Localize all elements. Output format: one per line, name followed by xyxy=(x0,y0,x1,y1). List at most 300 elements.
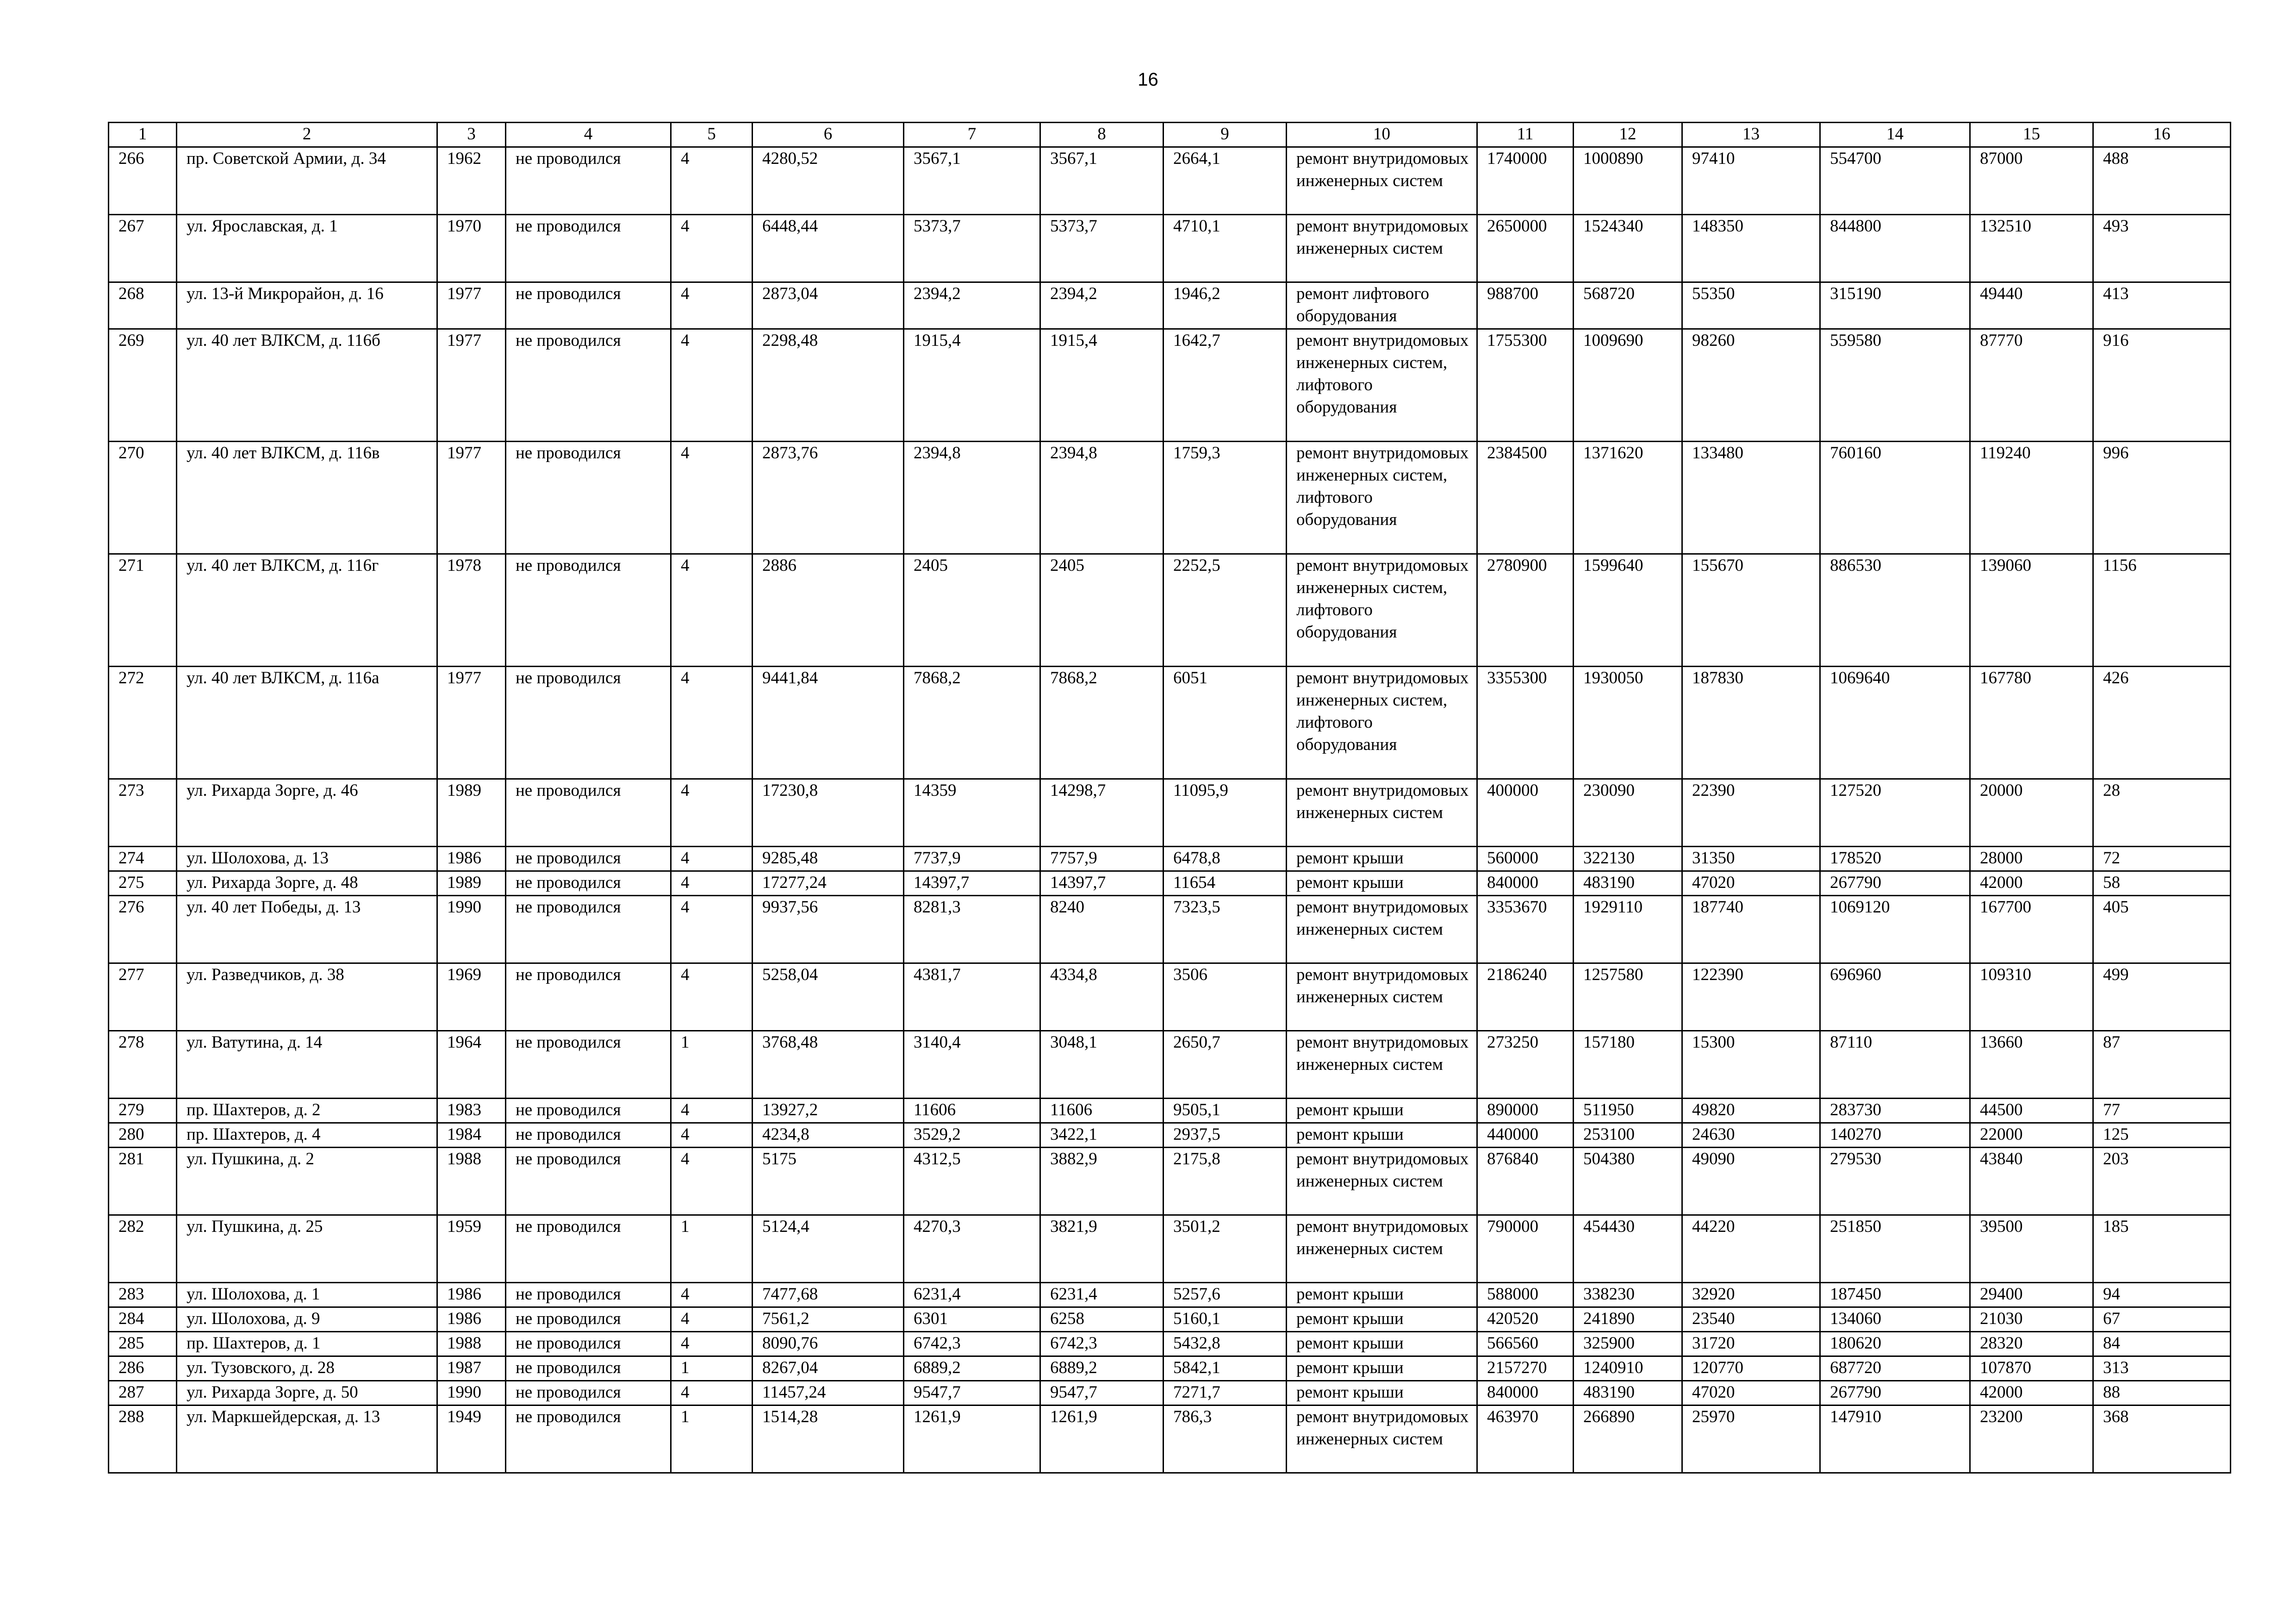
table-cell: 3882,9 xyxy=(1040,1148,1164,1215)
table-row xyxy=(109,1332,2231,1356)
table-cell: 1990 xyxy=(437,1381,506,1405)
table-cell: не проводился xyxy=(506,1283,671,1307)
table-cell: 1990 xyxy=(437,896,506,963)
table-cell: 49440 xyxy=(1970,282,2093,329)
table-cell: 32920 xyxy=(1682,1283,1820,1307)
table-cell: ул. 13-й Микрорайон, д. 16 xyxy=(177,282,437,329)
table-cell: 288 xyxy=(109,1405,177,1473)
table-cell: 4 xyxy=(671,442,753,554)
table-cell: 4 xyxy=(671,554,753,667)
table-cell: 273 xyxy=(109,779,177,847)
table-cell: 4 xyxy=(671,896,753,963)
table-cell: ул. Шолохова, д. 9 xyxy=(177,1307,437,1332)
table-cell: 1 xyxy=(671,1215,753,1283)
table-cell: 157180 xyxy=(1574,1031,1682,1099)
table-cell: ул. 40 лет Победы, д. 13 xyxy=(177,896,437,963)
table-cell: 511950 xyxy=(1574,1099,1682,1123)
table-cell: ул. Разведчиков, д. 38 xyxy=(177,963,437,1031)
table-cell: 4334,8 xyxy=(1040,963,1164,1031)
table-cell: 84 xyxy=(2093,1332,2231,1356)
table-cell: 1986 xyxy=(437,1283,506,1307)
table-cell: 22390 xyxy=(1682,779,1820,847)
table-cell: 9441,84 xyxy=(753,667,904,779)
table-cell: 14397,7 xyxy=(1040,871,1164,896)
table-cell: 1514,28 xyxy=(753,1405,904,1473)
table-cell: 87770 xyxy=(1970,329,2093,442)
table-cell: не проводился xyxy=(506,1123,671,1148)
table-body xyxy=(109,147,2231,1473)
table-cell: 97410 xyxy=(1682,147,1820,215)
table-cell: 42000 xyxy=(1970,1381,2093,1405)
table-cell: 1642,7 xyxy=(1164,329,1287,442)
table-cell: 4312,5 xyxy=(904,1148,1040,1215)
table-cell: 11654 xyxy=(1164,871,1287,896)
table-cell: 4 xyxy=(671,871,753,896)
table-cell: 42000 xyxy=(1970,871,2093,896)
table-cell: 55350 xyxy=(1682,282,1820,329)
table-cell: 886530 xyxy=(1820,554,1970,667)
table-cell: 790000 xyxy=(1477,1215,1574,1283)
table-cell: 266890 xyxy=(1574,1405,1682,1473)
table-cell: 23540 xyxy=(1682,1307,1820,1332)
table-cell: 996 xyxy=(2093,442,2231,554)
table-cell: 180620 xyxy=(1820,1332,1970,1356)
table-cell: 568720 xyxy=(1574,282,1682,329)
table-cell: 87000 xyxy=(1970,147,2093,215)
table-cell: 3501,2 xyxy=(1164,1215,1287,1283)
table-cell: 281 xyxy=(109,1148,177,1215)
table-cell: 4 xyxy=(671,1332,753,1356)
table-cell: 3567,1 xyxy=(1040,147,1164,215)
table-cell: 493 xyxy=(2093,215,2231,282)
table-cell: 4 xyxy=(671,1307,753,1332)
table-cell: 44500 xyxy=(1970,1099,2093,1123)
table-cell: 7868,2 xyxy=(1040,667,1164,779)
table-row xyxy=(109,1283,2231,1307)
table-cell: 274 xyxy=(109,847,177,871)
table-cell: 4 xyxy=(671,1283,753,1307)
table-cell: 4 xyxy=(671,1099,753,1123)
table-cell: 2650000 xyxy=(1477,215,1574,282)
table-cell: 98260 xyxy=(1682,329,1820,442)
table-cell: ремонт внутридомовых инженерных систем, лифтового оборудования xyxy=(1287,329,1477,442)
table-cell: 282 xyxy=(109,1215,177,1283)
table-cell: не проводился xyxy=(506,1356,671,1381)
table-cell: 313 xyxy=(2093,1356,2231,1381)
table-cell: 3422,1 xyxy=(1040,1123,1164,1148)
table-cell: 6301 xyxy=(904,1307,1040,1332)
table-cell: не проводился xyxy=(506,1381,671,1405)
table-cell: 127520 xyxy=(1820,779,1970,847)
table-row xyxy=(109,1356,2231,1381)
table-cell: 2186240 xyxy=(1477,963,1574,1031)
table-cell: 5124,4 xyxy=(753,1215,904,1283)
column-header: 6 xyxy=(753,123,904,147)
table-cell: 504380 xyxy=(1574,1148,1682,1215)
table-cell: не проводился xyxy=(506,963,671,1031)
table-cell: 277 xyxy=(109,963,177,1031)
table-cell: 271 xyxy=(109,554,177,667)
table-cell: 251850 xyxy=(1820,1215,1970,1283)
table-cell: 1261,9 xyxy=(904,1405,1040,1473)
column-header: 1 xyxy=(109,123,177,147)
table-cell: 88 xyxy=(2093,1381,2231,1405)
table-cell: 49820 xyxy=(1682,1099,1820,1123)
table-cell: 7561,2 xyxy=(753,1307,904,1332)
table-cell: 7271,7 xyxy=(1164,1381,1287,1405)
table-cell: ул. Тузовского, д. 28 xyxy=(177,1356,437,1381)
table-cell: 25970 xyxy=(1682,1405,1820,1473)
table-cell: 844800 xyxy=(1820,215,1970,282)
table-cell: не проводился xyxy=(506,871,671,896)
table-cell: 5432,8 xyxy=(1164,1332,1287,1356)
header-row xyxy=(109,123,2231,147)
table-cell: 4381,7 xyxy=(904,963,1040,1031)
table-cell: 338230 xyxy=(1574,1283,1682,1307)
table-cell: 44220 xyxy=(1682,1215,1820,1283)
table-cell: 426 xyxy=(2093,667,2231,779)
table-cell: 4270,3 xyxy=(904,1215,1040,1283)
table-cell: 5175 xyxy=(753,1148,904,1215)
table-cell: 4 xyxy=(671,329,753,442)
table-cell: 1069120 xyxy=(1820,896,1970,963)
table-row xyxy=(109,329,2231,442)
table-cell: 1009690 xyxy=(1574,329,1682,442)
table-cell: 890000 xyxy=(1477,1099,1574,1123)
table-cell: 14397,7 xyxy=(904,871,1040,896)
table-cell: 140270 xyxy=(1820,1123,1970,1148)
table-cell: 4 xyxy=(671,847,753,871)
table-cell: пр. Шахтеров, д. 1 xyxy=(177,1332,437,1356)
table-cell: 1524340 xyxy=(1574,215,1682,282)
table-cell: 9937,56 xyxy=(753,896,904,963)
table-cell: 554700 xyxy=(1820,147,1970,215)
table-cell: ул. Рихарда Зорге, д. 46 xyxy=(177,779,437,847)
table-cell: ремонт крыши xyxy=(1287,847,1477,871)
table-cell: 1988 xyxy=(437,1332,506,1356)
table-cell: 147910 xyxy=(1820,1405,1970,1473)
table-cell: ремонт внутридомовых инженерных систем, лифтового оборудования xyxy=(1287,667,1477,779)
table-cell: 1240910 xyxy=(1574,1356,1682,1381)
table-cell: 267790 xyxy=(1820,871,1970,896)
table-cell: 6448,44 xyxy=(753,215,904,282)
table-cell: не проводился xyxy=(506,1215,671,1283)
table-row xyxy=(109,1215,2231,1283)
table-row xyxy=(109,1099,2231,1123)
table-cell: 87 xyxy=(2093,1031,2231,1099)
table-cell: не проводился xyxy=(506,847,671,871)
table-cell: 4234,8 xyxy=(753,1123,904,1148)
column-header: 10 xyxy=(1287,123,1477,147)
table-cell: 1371620 xyxy=(1574,442,1682,554)
table-cell: 488 xyxy=(2093,147,2231,215)
table-cell: 9285,48 xyxy=(753,847,904,871)
table-cell: 3140,4 xyxy=(904,1031,1040,1099)
table-cell: 125 xyxy=(2093,1123,2231,1148)
table-cell: не проводился xyxy=(506,779,671,847)
table-row xyxy=(109,1307,2231,1332)
table-cell: 7868,2 xyxy=(904,667,1040,779)
table-cell: 230090 xyxy=(1574,779,1682,847)
table-cell: 588000 xyxy=(1477,1283,1574,1307)
table-cell: 1755300 xyxy=(1477,329,1574,442)
column-header: 4 xyxy=(506,123,671,147)
table-cell: 28 xyxy=(2093,779,2231,847)
table-cell: 4 xyxy=(671,215,753,282)
column-header: 5 xyxy=(671,123,753,147)
table-cell: 1069640 xyxy=(1820,667,1970,779)
table-cell: 270 xyxy=(109,442,177,554)
table-cell: ул. Маркшейдерская, д. 13 xyxy=(177,1405,437,1473)
table-cell: ул. 40 лет ВЛКСМ, д. 116б xyxy=(177,329,437,442)
table-cell: 3821,9 xyxy=(1040,1215,1164,1283)
table-cell: 687720 xyxy=(1820,1356,1970,1381)
table-cell: 148350 xyxy=(1682,215,1820,282)
table-cell: 253100 xyxy=(1574,1123,1682,1148)
table-cell: 4 xyxy=(671,1123,753,1148)
table-cell: 39500 xyxy=(1970,1215,2093,1283)
table-cell: 47020 xyxy=(1682,1381,1820,1405)
table-cell: 283730 xyxy=(1820,1099,1970,1123)
table-cell: 1959 xyxy=(437,1215,506,1283)
table-cell: 58 xyxy=(2093,871,2231,896)
table-cell: 405 xyxy=(2093,896,2231,963)
table-cell: 20000 xyxy=(1970,779,2093,847)
table-cell: 5258,04 xyxy=(753,963,904,1031)
table-cell: 119240 xyxy=(1970,442,2093,554)
table-cell: 786,3 xyxy=(1164,1405,1287,1473)
table-cell: 1977 xyxy=(437,667,506,779)
table-cell: 916 xyxy=(2093,329,2231,442)
table-row xyxy=(109,1031,2231,1099)
table-cell: 132510 xyxy=(1970,215,2093,282)
table-cell: 11606 xyxy=(1040,1099,1164,1123)
table-cell: 2780900 xyxy=(1477,554,1574,667)
table-cell: 2394,8 xyxy=(904,442,1040,554)
table-row xyxy=(109,215,2231,282)
table-cell: не проводился xyxy=(506,442,671,554)
table-cell: 840000 xyxy=(1477,1381,1574,1405)
table-cell: не проводился xyxy=(506,667,671,779)
table-cell: пр. Шахтеров, д. 2 xyxy=(177,1099,437,1123)
table-cell: 7757,9 xyxy=(1040,847,1164,871)
table-row xyxy=(109,1405,2231,1473)
table-cell: 2394,2 xyxy=(904,282,1040,329)
table-cell: 24630 xyxy=(1682,1123,1820,1148)
table-cell: 566560 xyxy=(1477,1332,1574,1356)
table-cell: 287 xyxy=(109,1381,177,1405)
table-cell: 77 xyxy=(2093,1099,2231,1123)
table-cell: ремонт крыши xyxy=(1287,1099,1477,1123)
table-cell: ремонт лифтового оборудования xyxy=(1287,282,1477,329)
table-cell: ремонт внутридомовых инженерных систем xyxy=(1287,215,1477,282)
table-cell: 266 xyxy=(109,147,177,215)
table-cell: ул. 40 лет ВЛКСМ, д. 116а xyxy=(177,667,437,779)
table-cell: 8267,04 xyxy=(753,1356,904,1381)
table-cell: 167780 xyxy=(1970,667,2093,779)
table-cell: 155670 xyxy=(1682,554,1820,667)
table-row xyxy=(109,147,2231,215)
table-cell: ул. Шолохова, д. 13 xyxy=(177,847,437,871)
table-cell: 420520 xyxy=(1477,1307,1574,1332)
table-cell: ремонт внутридомовых инженерных систем xyxy=(1287,896,1477,963)
table-cell: 1740000 xyxy=(1477,147,1574,215)
table-cell: 283 xyxy=(109,1283,177,1307)
table-cell: 2886 xyxy=(753,554,904,667)
table-cell: 2650,7 xyxy=(1164,1031,1287,1099)
table-cell: 6478,8 xyxy=(1164,847,1287,871)
table-cell: 1977 xyxy=(437,282,506,329)
table-cell: 760160 xyxy=(1820,442,1970,554)
column-header: 2 xyxy=(177,123,437,147)
table-row xyxy=(109,871,2231,896)
table-cell: ремонт крыши xyxy=(1287,1356,1477,1381)
table-cell: 2298,48 xyxy=(753,329,904,442)
table-cell: ул. Ярославская, д. 1 xyxy=(177,215,437,282)
table-cell: 1946,2 xyxy=(1164,282,1287,329)
table-cell: 2873,04 xyxy=(753,282,904,329)
table-cell: 6742,3 xyxy=(904,1332,1040,1356)
table-cell: 8281,3 xyxy=(904,896,1040,963)
column-header: 14 xyxy=(1820,123,1970,147)
table-cell: 4 xyxy=(671,1381,753,1405)
table-cell: ул. Рихарда Зорге, д. 50 xyxy=(177,1381,437,1405)
table-cell: 499 xyxy=(2093,963,2231,1031)
table-cell: 440000 xyxy=(1477,1123,1574,1148)
table-cell: 6258 xyxy=(1040,1307,1164,1332)
table-cell: 17277,24 xyxy=(753,871,904,896)
table-cell: не проводился xyxy=(506,1148,671,1215)
table-cell: 6889,2 xyxy=(1040,1356,1164,1381)
table-cell: 1986 xyxy=(437,1307,506,1332)
table-cell: 6051 xyxy=(1164,667,1287,779)
table-cell: 1261,9 xyxy=(1040,1405,1164,1473)
column-header: 15 xyxy=(1970,123,2093,147)
table-cell: 4710,1 xyxy=(1164,215,1287,282)
table-cell: 11457,24 xyxy=(753,1381,904,1405)
table-cell: ремонт внутридомовых инженерных систем xyxy=(1287,1148,1477,1215)
table-cell: 4 xyxy=(671,1148,753,1215)
table-cell: 559580 xyxy=(1820,329,1970,442)
table-cell: 1987 xyxy=(437,1356,506,1381)
table-cell: 94 xyxy=(2093,1283,2231,1307)
table-cell: ремонт крыши xyxy=(1287,1307,1477,1332)
table-cell: 31720 xyxy=(1682,1332,1820,1356)
table-cell: 28320 xyxy=(1970,1332,2093,1356)
table-cell: 273250 xyxy=(1477,1031,1574,1099)
table-cell: ул. Пушкина, д. 25 xyxy=(177,1215,437,1283)
table-cell: не проводился xyxy=(506,215,671,282)
table-cell: ремонт внутридомовых инженерных систем xyxy=(1287,963,1477,1031)
table-row xyxy=(109,779,2231,847)
table-cell: 3529,2 xyxy=(904,1123,1040,1148)
table-cell: 696960 xyxy=(1820,963,1970,1031)
table-cell: ул. Шолохова, д. 1 xyxy=(177,1283,437,1307)
table-cell: 11606 xyxy=(904,1099,1040,1123)
table-cell: 4 xyxy=(671,779,753,847)
table-cell: ремонт внутридомовых инженерных систем xyxy=(1287,1215,1477,1283)
table-cell: 8240 xyxy=(1040,896,1164,963)
table-cell: не проводился xyxy=(506,147,671,215)
table-cell: 279530 xyxy=(1820,1148,1970,1215)
table-cell: 276 xyxy=(109,896,177,963)
table-cell: ул. Рихарда Зорге, д. 48 xyxy=(177,871,437,896)
table-cell: 14298,7 xyxy=(1040,779,1164,847)
column-header: 16 xyxy=(2093,123,2231,147)
table-cell: не проводился xyxy=(506,1332,671,1356)
table-cell: 2405 xyxy=(1040,554,1164,667)
table-row xyxy=(109,1123,2231,1148)
table-cell: 5373,7 xyxy=(904,215,1040,282)
table-cell: 285 xyxy=(109,1332,177,1356)
table-cell: ремонт внутридомовых инженерных систем xyxy=(1287,1405,1477,1473)
table-cell: 21030 xyxy=(1970,1307,2093,1332)
table-cell: 6231,4 xyxy=(904,1283,1040,1307)
table-cell: 1 xyxy=(671,1356,753,1381)
table-cell: ремонт внутридомовых инженерных систем xyxy=(1287,779,1477,847)
table-cell: 7477,68 xyxy=(753,1283,904,1307)
table-cell: 1964 xyxy=(437,1031,506,1099)
table-cell: 272 xyxy=(109,667,177,779)
table-cell: 1978 xyxy=(437,554,506,667)
table-cell: 876840 xyxy=(1477,1148,1574,1215)
table-cell: 7737,9 xyxy=(904,847,1040,871)
column-header: 13 xyxy=(1682,123,1820,147)
table-cell: 29400 xyxy=(1970,1283,2093,1307)
table-cell: 72 xyxy=(2093,847,2231,871)
table-cell: 268 xyxy=(109,282,177,329)
table-cell: 2873,76 xyxy=(753,442,904,554)
table-cell: 2384500 xyxy=(1477,442,1574,554)
table-cell: 278 xyxy=(109,1031,177,1099)
table-cell: 120770 xyxy=(1682,1356,1820,1381)
table-cell: 1989 xyxy=(437,871,506,896)
table-cell: 9505,1 xyxy=(1164,1099,1287,1123)
table-cell: 269 xyxy=(109,329,177,442)
table-cell: 1986 xyxy=(437,847,506,871)
table-cell: 560000 xyxy=(1477,847,1574,871)
table-cell: 3567,1 xyxy=(904,147,1040,215)
table-cell: 4 xyxy=(671,963,753,1031)
column-header: 9 xyxy=(1164,123,1287,147)
table-cell: 280 xyxy=(109,1123,177,1148)
table-cell: 1915,4 xyxy=(904,329,1040,442)
table-cell: 322130 xyxy=(1574,847,1682,871)
table-cell: 185 xyxy=(2093,1215,2231,1283)
table-cell: 17230,8 xyxy=(753,779,904,847)
table-cell: 107870 xyxy=(1970,1356,2093,1381)
table-cell: 454430 xyxy=(1574,1215,1682,1283)
table-cell: не проводился xyxy=(506,554,671,667)
table-cell: 413 xyxy=(2093,282,2231,329)
table-cell: 2405 xyxy=(904,554,1040,667)
table-cell: 31350 xyxy=(1682,847,1820,871)
table-cell: 109310 xyxy=(1970,963,2093,1031)
table-cell: 400000 xyxy=(1477,779,1574,847)
table-cell: ул. Пушкина, д. 2 xyxy=(177,1148,437,1215)
table-cell: 1930050 xyxy=(1574,667,1682,779)
table-row xyxy=(109,282,2231,329)
table-cell: 167700 xyxy=(1970,896,2093,963)
table-cell: 14359 xyxy=(904,779,1040,847)
table-cell: 134060 xyxy=(1820,1307,1970,1332)
table-cell: ремонт внутридомовых инженерных систем, лифтового оборудования xyxy=(1287,442,1477,554)
table-cell: 139060 xyxy=(1970,554,2093,667)
table-cell: 3353670 xyxy=(1477,896,1574,963)
table-cell: не проводился xyxy=(506,1031,671,1099)
column-header: 12 xyxy=(1574,123,1682,147)
table-cell: не проводился xyxy=(506,896,671,963)
